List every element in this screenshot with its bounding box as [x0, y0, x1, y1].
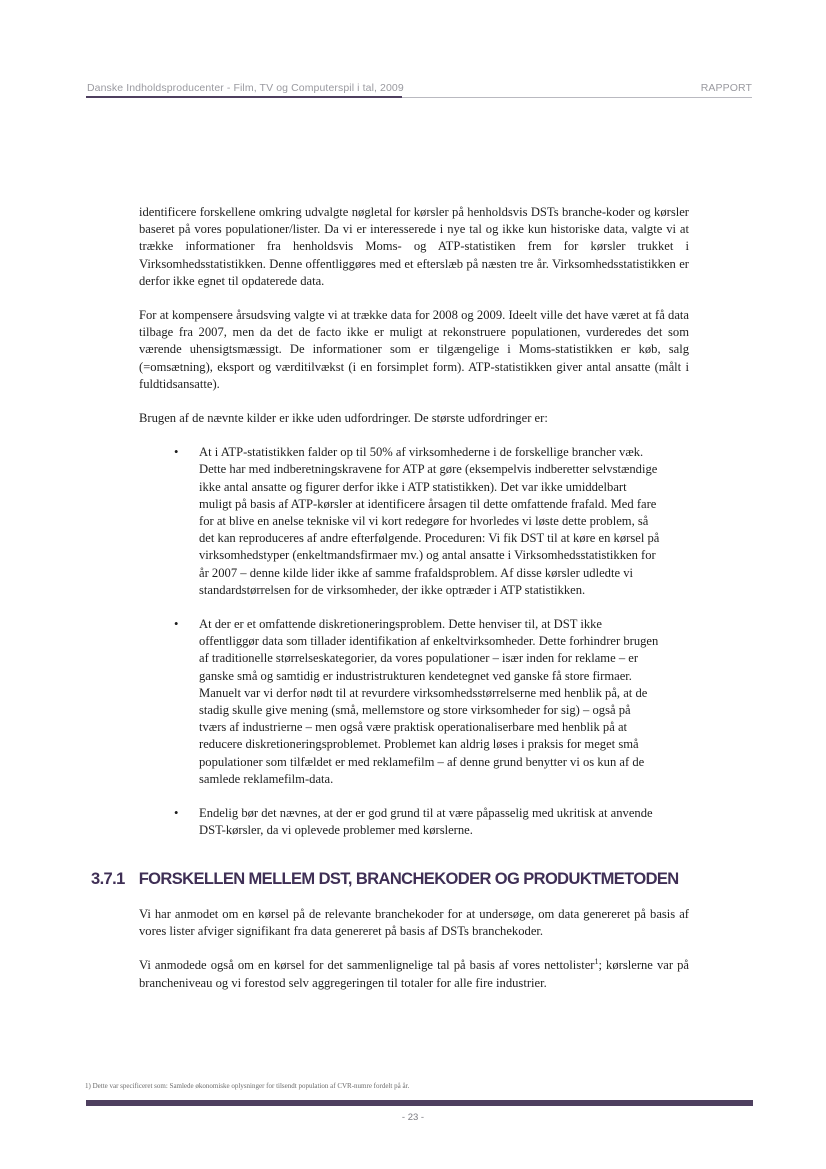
- footer-bar: [86, 1100, 753, 1106]
- challenges-list: [139, 444, 689, 839]
- list-item: [139, 805, 689, 839]
- section-paragraph-2: [139, 957, 689, 991]
- section-number: 3.7.1: [91, 870, 125, 888]
- page-number: - 23 -: [401, 1112, 425, 1123]
- list-item-text: At der er et omfattende diskretioneringsproblem. Dette henviser til, at DST ikke offentliggør data som tillader identifikation af enkeltvirksomheder. Dette forhindrer brugen af traditionelle størrelseskategorier, da vores populationer – især inden for reklame – er ganske små og samtidig er industristrukturen kendetegnet ved ganske få store firmaer. Manuelt var vi derfor nødt til at revurdere virksomhedsstørrelserne med henblik på, at de stadig skulle give mening (små, mellemstore og store virksomheder for sig) – også på tværs af industrierne – men også være praktisk operationaliserbare med henblik på at reducere diskretioneringsproblemet. Problemet kan aldrig løses i praksis for meget små populationer som tilfældet er med reklamefilm – af denne grund benytter vi os kun af de samlede reklamefilm-data.: [199, 617, 659, 786]
- section-paragraph-1: Vi har anmodet om en kørsel på de relevante branchekoder for at undersøge, om data genereret på basis af vores lister afviger signifikant fra data genereret på basis af DSTs branchekoder.: [139, 907, 689, 939]
- body-text: [139, 204, 689, 857]
- list-item: [139, 616, 689, 788]
- section-title: FORSKELLEN MELLEM DST, BRANCHEKODER OG PRODUKTMETODEN: [138, 870, 679, 888]
- bullet-icon: •: [174, 806, 179, 821]
- list-item-text: Endelig bør det nævnes, at der er god grund til at være påpasselig med ukritisk at anvende DST-kørsler, da vi oplevede problemer med kørslerne.: [199, 806, 653, 838]
- footnote-marker: 1: [594, 957, 599, 967]
- running-header-label: RAPPORT: [700, 82, 752, 94]
- bullet-icon: •: [174, 617, 179, 632]
- list-item-text: At i ATP-statistikken falder op til 50% af virksomhederne i de forskellige brancher væk. Dette har med indberetningskravene for ATP at gøre (eksempelvis indberetter selvstændige ikke antal ansatte og figurer derfor ikke i ATP statistikken). Det var ikke umiddelbart muligt på basis af ATP-kørsler at identificere årsagen til dette omfattende frafald. Med fare for at blive en anelse tekniske vil vi kort redegøre for hvorledes vi løste dette problem, så det kan reproduceres af andre efterfølgende. Proceduren: Vi fik DST til at køre en kørsel på virksomhedstyper (enkeltmandsfirmaer mv.) og antal ansatte i Virksomhedsstatistikken for år 2007 – denne kilde lider ikke af samme frafaldsproblem. Af disse kørsler udledte vi standardstørrelsen for de virksomheder, der ikke optræder i ATP statistikken.: [199, 445, 660, 597]
- paragraph-3: Brugen af de nævnte kilder er ikke uden udfordringer. De største udfordringer er:: [139, 411, 548, 426]
- footnote: 1) Dette var specificeret som: Samlede økonomiske oplysninger for tilsendt population af CVR-numre fordelt på år.: [85, 1082, 410, 1090]
- bullet-icon: •: [174, 445, 179, 460]
- section-paragraph-2-start: Vi anmodede også om en kørsel for det sammenlignelige tal på basis af vores nettolister: [139, 958, 595, 973]
- section-body-text: [139, 906, 689, 1009]
- section-paragraph-2-end: ; kørslerne var på brancheniveau og vi forestod selv aggregeringen til totaler for alle fire industrier.: [139, 958, 689, 990]
- header-divider-accent: [86, 96, 402, 98]
- list-item: [139, 444, 689, 599]
- section-heading: [91, 870, 751, 889]
- paragraph-1: identificere forskellene omkring udvalgte nøgletal for kørsler på henholdsvis DSTs branche-koder og kørsler baseret på vores populationer/lister. Da vi er interesserede i nye tal og ikke kun historiske data, valgte vi at trække informationer fra henholdsvis Moms- og ATP-statistiken frem for kørsler trukket i Virksomhedsstatistikken. Denne offentliggøres med et efterslæb på næsten tre år. Virksomhedsstatistikken er derfor ikke egnet til opdaterede data.: [139, 205, 689, 288]
- paragraph-2: For at kompensere årsudsving valgte vi at trække data for 2008 og 2009. Ideelt ville det have været at få data tilbage fra 2007, men da det de facto ikke er muligt at rekonstruere populationen, vurderedes det som værende uhensigtsmæssigt. De informationer som er tilgængelige i Moms-statistikken er køb, salg (=omsætning), eksport og værditilvækst (i en forsimplet form). ATP-statistikken giver antal ansatte (målt i fuldtidsansatte).: [139, 308, 689, 391]
- running-header-title: Danske Indholdsproducenter - Film, TV og Computerspil i tal, 2009: [87, 82, 404, 94]
